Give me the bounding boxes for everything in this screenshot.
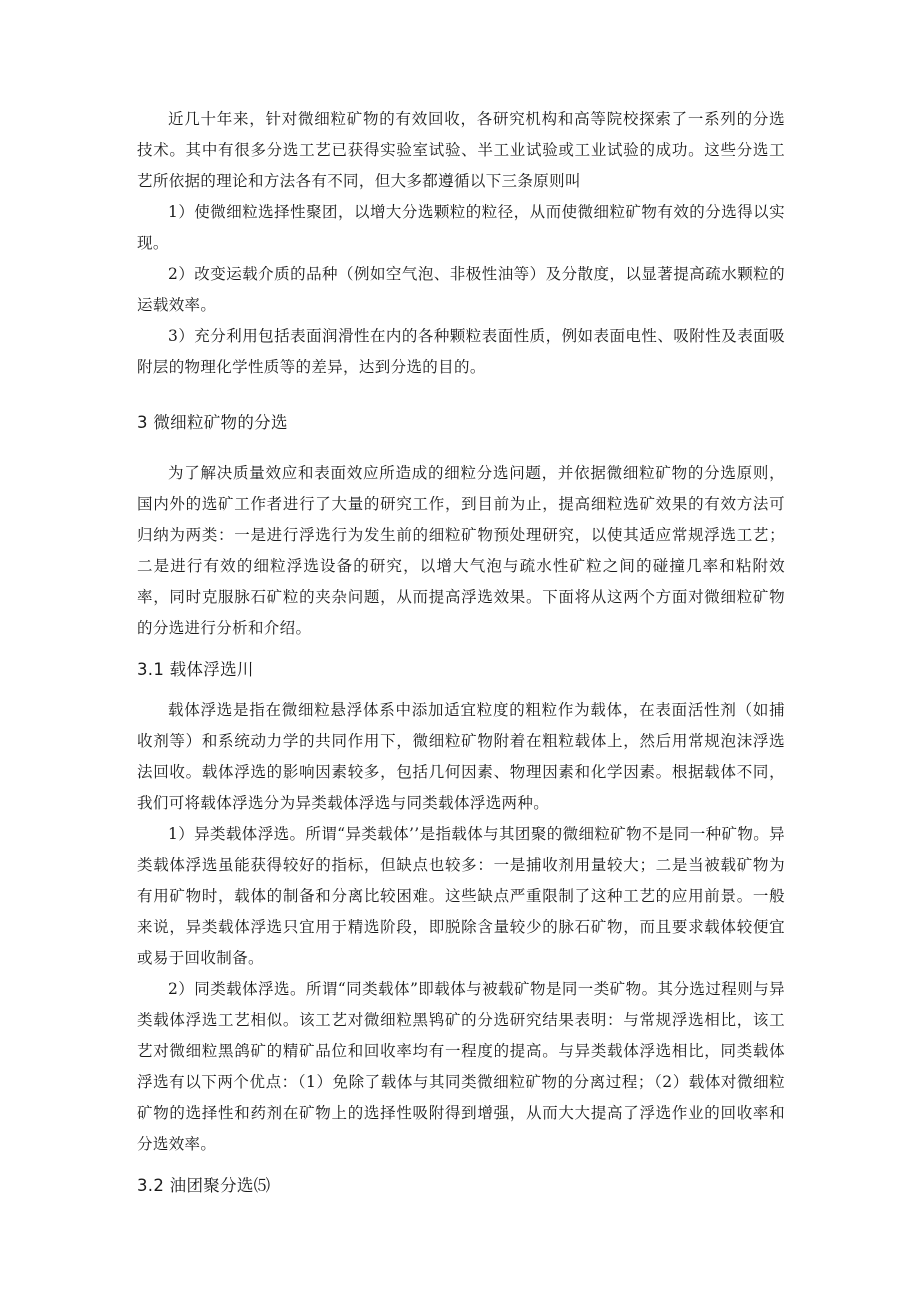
section-3-paragraph: 为了解决质量效应和表面效应所造成的细粒分选问题，并依据微细粒矿物的分选原则，国内外的选矿工作者进行了大量的研究工作，到目前为止，提高细粒选矿效果的有效方法可归纳为两类：一是进行浮选行为发生前的细粒矿物预处理研究，以使其适应常规浮选工艺；二是进行有效的细粒浮选设备的研究，以增大气泡与疏水性矿粒之间的碰撞几率和粘附效率，同时克服脉石矿粒的夹杂问题，从而提高浮选效果。下面将从这两个方面对微细粒矿物的分选进行分析和介绍。: [137, 464, 785, 637]
section-3-2-heading: 3.2 油团聚分选⑸: [137, 1176, 271, 1195]
principle-3: 3）充分利用包括表面润滑性在内的各种颗粒表面性质，例如表面电性、吸附性及表面吸附层的物理化学性质等的差异，达到分选的目的。: [137, 327, 785, 376]
document-page: [137, 104, 785, 1201]
principle-2: 2）改变运载介质的品种（例如空气泡、非极性油等）及分散度，以显著提高疏水颗粒的运载效率。: [137, 265, 785, 314]
section-3-1-heading: 3.1 载体浮选川: [137, 660, 254, 679]
heterogeneous-carrier-item: 1）异类载体浮选。所谓“异类载体’’是指载体与其团聚的微细粒矿物不是同一种矿物。异类载体浮选虽能获得较好的指标，但缺点也较多：一是捕收剂用量较大；二是当被载矿物为有用矿物时，载体的制备和分离比较困难。这些缺点严重限制了这种工艺的应用前景。一般来说，异类载体浮选只宜用于精选阶段，即脱除含量较少的脉石矿物，而且要求载体较便宜或易于回收制备。: [137, 825, 785, 967]
principle-1: 1）使微细粒选择性聚团，以增大分选颗粒的粒径，从而使微细粒矿物有效的分选得以实现。: [137, 203, 785, 252]
intro-paragraph: 近几十年来，针对微细粒矿物的有效回收，各研究机构和高等院校探索了一系列的分选技术。其中有很多分选工艺已获得实验室试验、半工业试验或工业试验的成功。这些分选工艺所依据的理论和方法各有不同，但大多都遵循以下三条原则叫: [137, 110, 785, 190]
homogeneous-carrier-item: 2）同类载体浮选。所谓“同类载体”即载体与被载矿物是同一类矿物。其分选过程则与异类载体浮选工艺相似。该工艺对微细粒黑鸨矿的分选研究结果表明：与常规浮选相比，该工艺对微细粒黑鸽矿的精矿品位和回收率均有一程度的提高。与异类载体浮选相比，同类载体浮选有以下两个优点：（1）免除了载体与其同类微细粒矿物的分离过程；（2）载体对微细粒矿物的选择性和药剂在矿物上的选择性吸附得到增强，从而大大提高了浮选作业的回收率和分选效率。: [137, 980, 785, 1153]
section-3-heading: 3 微细粒矿物的分选: [137, 413, 288, 432]
carrier-flotation-paragraph: 载体浮选是指在微细粒悬浮体系中添加适宜粒度的粗粒作为载体，在表面活性剂（如捕收剂等）和系统动力学的共同作用下，微细粒矿物附着在粗粒载体上，然后用常规泡沫浮选法回收。载体浮选的影响因素较多，包括几何因素、物理因素和化学因素。根据载体不同，我们可将载体浮选分为异类载体浮选与同类载体浮选两种。: [137, 701, 785, 812]
